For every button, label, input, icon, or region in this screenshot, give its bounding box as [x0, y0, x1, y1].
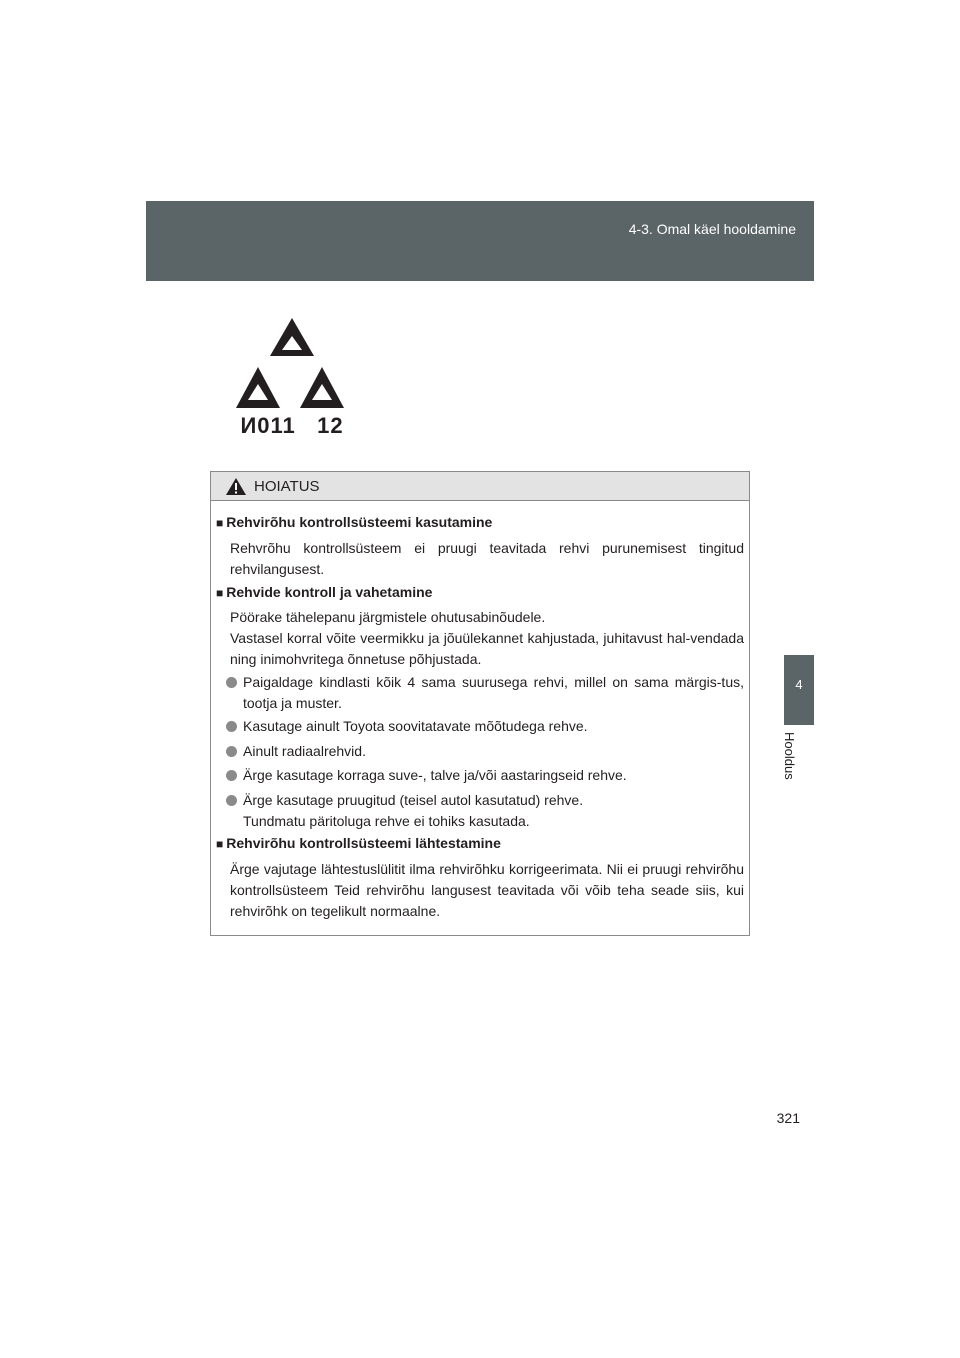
list-item: Paigaldage kindlasti kõik 4 sama suurusega rehvi, millel on sama märgis-tus, tootja ja muster. [226, 672, 744, 714]
chapter-header-band [146, 201, 814, 281]
chapter-side-tab [784, 655, 814, 725]
chapter-label-text: Hooldus [782, 732, 797, 780]
list-item: Ärge kasutage korraga suve-, talve ja/või aastaringseid rehve. [226, 765, 744, 786]
section-text: Rehvrõhu kontrollsüsteem ei pruugi teavitada rehvi purunemisest tingitud rehvilangusest. [230, 540, 744, 577]
warning-title: HOIATUS [254, 478, 320, 495]
bullet-dot-icon [226, 721, 237, 732]
section-text: Pöörake tähelepanu järgmistele ohutusabinõudele. [230, 609, 546, 625]
warning-header [211, 472, 749, 501]
bullet-dot-icon [226, 677, 237, 688]
list-item: Kasutage ainult Toyota soovitatavate mõõtudega rehve. [226, 716, 744, 737]
bullet-dot-icon [226, 795, 237, 806]
section-text: Ärge vajutage lähtestuslülitit ilma rehvirõhku korrigeerimata. Nii ei pruugi rehvirõhu kontrollsüsteem Teid rehvirõhu langusest teavitada või võib teha seade siis, kui rehvirõhk on tegelikult normaalne. [230, 861, 744, 919]
page-number: 321 [776, 1110, 800, 1126]
warning-box [210, 471, 750, 936]
list-item: Ärge kasutage pruugitud (teisel autol kasutatud) rehve. Tundmatu päritoluga rehve ei tohiks kasutada. [226, 790, 744, 832]
square-bullet-icon: ■ [216, 837, 224, 851]
chapter-side-label [772, 732, 822, 792]
chapter-header-title: 4-3. Omal käel hooldamine [628, 221, 796, 237]
chapter-number: 4 [795, 677, 803, 692]
bullet-dot-icon [226, 746, 237, 757]
triangle-symbol-icon [232, 312, 352, 412]
square-bullet-icon: ■ [216, 586, 224, 600]
section-text: Vastasel korral võite veermikku ja jõuülekannet kahjustada, juhitavust hal-vendada ning inimohvritega õnnetuse põhjustada. [230, 630, 744, 667]
section-title: ■ Rehvirõhu kontrollsüsteemi lähtestamine [216, 835, 501, 851]
tire-symbol-code: И011 12 [240, 413, 344, 438]
warning-triangle-icon [225, 477, 247, 496]
list-item: Ainult radiaalrehvid. [226, 741, 744, 762]
section-title: ■ Rehvide kontroll ja vahetamine [216, 584, 433, 600]
section-title: ■ Rehvirõhu kontrollsüsteemi kasutamine [216, 514, 493, 530]
tire-symbol-illustration [232, 312, 352, 442]
square-bullet-icon: ■ [216, 516, 224, 530]
bullet-dot-icon [226, 770, 237, 781]
